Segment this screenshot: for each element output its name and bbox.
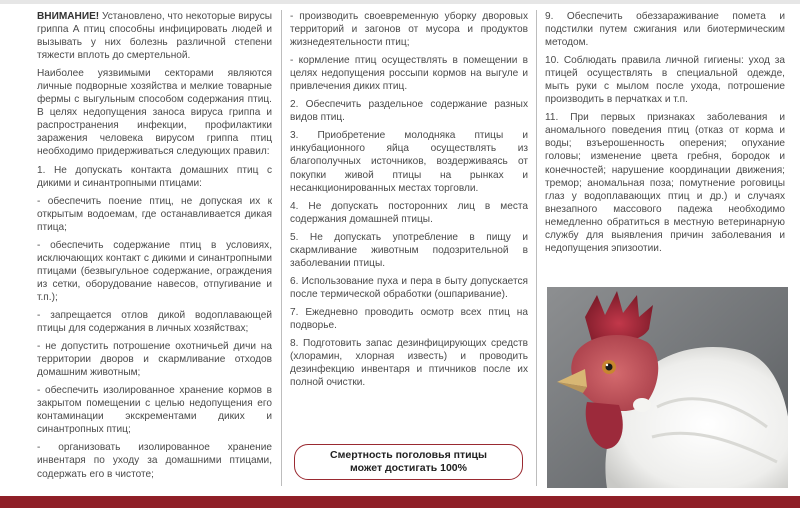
rule-3: 3. Приобретение молодняка птицы и инкубационного яйца осуществлять из благополучных источников, воздерживаясь от покупки живой птицы на рынках и несанкционированных местах торговли. xyxy=(290,130,528,194)
rule-10: 10. Соблюдать правила личной гигиены: уход за птицей осуществлять в специальной одежде, мыть руки с мылом после ухода, потрошение производить в перчатках и т.п. xyxy=(545,55,785,106)
text-column-3 xyxy=(545,10,785,260)
bottom-accent-stripe xyxy=(0,496,800,508)
rule-5: 5. Не допускать употребление в пищу и скармливание животным подозрительной в заболевании птицы. xyxy=(290,231,528,269)
rule-6: 6. Использование пуха и пера в быту допускается после термической обработки (ошпаривание). xyxy=(290,275,528,300)
rule-11: 11. При первых признаках заболевания и аномального поведения птиц (отказ от корма и воды; взъерошенность оперения; опухание головы; изменение цвета гребня, бородок и конечностей; нарушение координации движения; тремор; аномальная поза; помутнение роговицы глаз у водоплавающих птиц и др.) и случаях внезапного массового падежа необходимо немедленно обратиться в местную ветеринарную службу для выявления причин заболевания и недопущения эпизоотии. xyxy=(545,112,785,254)
rule-1-item: - обеспечить изолированное хранение кормов в закрытом помещении с целью недопущения его контаминации экскрементами диких и синантропных птиц; xyxy=(37,385,272,436)
rule-1-item: - не допустить потрошение охотничьей дичи на территории дворов и скармливание отходов домашним животным; xyxy=(37,341,272,379)
rule-1-item: - обеспечить поение птиц, не допуская их к открытым водоемам, где останавливается дикая птица; xyxy=(37,195,272,233)
rule-1-item: - производить своевременную уборку дворовых территорий и загонов от мусора и продуктов жизнедеятельности птиц; xyxy=(290,11,528,49)
column-divider-2 xyxy=(536,10,537,486)
rule-9: 9. Обеспечить обеззараживание помета и подстилки путем сжигания или биотермическим методом. xyxy=(545,11,785,49)
chicken-illustration xyxy=(547,287,788,488)
chicken-photo xyxy=(547,287,788,488)
rule-4: 4. Не допускать посторонних лиц в места содержания домашней птицы. xyxy=(290,200,528,225)
top-border xyxy=(0,0,800,4)
text-column-1 xyxy=(37,10,272,486)
warning-lead: ВНИМАНИЕ! xyxy=(37,11,100,22)
text-column-2 xyxy=(290,10,528,394)
rule-2: 2. Обеспечить раздельное содержание разных видов птиц. xyxy=(290,99,528,124)
mortality-callout xyxy=(294,444,523,480)
warning-paragraph xyxy=(37,10,272,62)
rule-8: 8. Подготовить запас дезинфицирующих средств (хлорамин, хлорная известь) и проводить дезинфекцию инвентаря и птичников после их полной очистки. xyxy=(290,338,528,389)
warning-text: Установлено, что некоторые вирусы гриппа А птиц способны инфицировать людей и вызывать у них болезнь различной степени тяжести вплоть до смертельной. xyxy=(37,11,272,62)
rule-7: 7. Ежедневно проводить осмотр всех птиц на подворье. xyxy=(290,306,528,331)
callout-line-2: может достигать 100% xyxy=(350,462,467,474)
rule-1: 1. Не допускать контакта домашних птиц с дикими и синантропными птицами: xyxy=(37,164,272,189)
rule-1-item: - организовать изолированное хранение инвентаря по уходу за домашними птицами, содержать его в чистоте; xyxy=(37,442,272,480)
paragraph: Наиболее уязвимыми секторами являются личные подворные хозяйства и мелкие товарные фермы с выгульным способом содержания птиц. В целях недопущения заноса вируса гриппа и распространения инфекции, профилактики заражения человека вирусом гриппа птиц необходимо придерживаться следующих правил: xyxy=(37,68,272,158)
rule-1-item: - обеспечить содержание птиц в условиях, исключающих контакт с дикими и синантропными птицами (безвыгульное содержание, ограждения из сетки, оборудование навесов, отпугивание и т.п.); xyxy=(37,239,272,303)
column-divider-1 xyxy=(281,10,282,486)
rule-1-item: - запрещается отлов дикой водоплавающей птицы для содержания в личных хозяйствах; xyxy=(37,309,272,335)
callout-line-1: Смертность поголовья птицы xyxy=(330,449,487,461)
rule-1-item: - кормление птиц осуществлять в помещении в целях недопущения россыпи кормов на выгуле и привлечения диких птиц. xyxy=(290,55,528,93)
